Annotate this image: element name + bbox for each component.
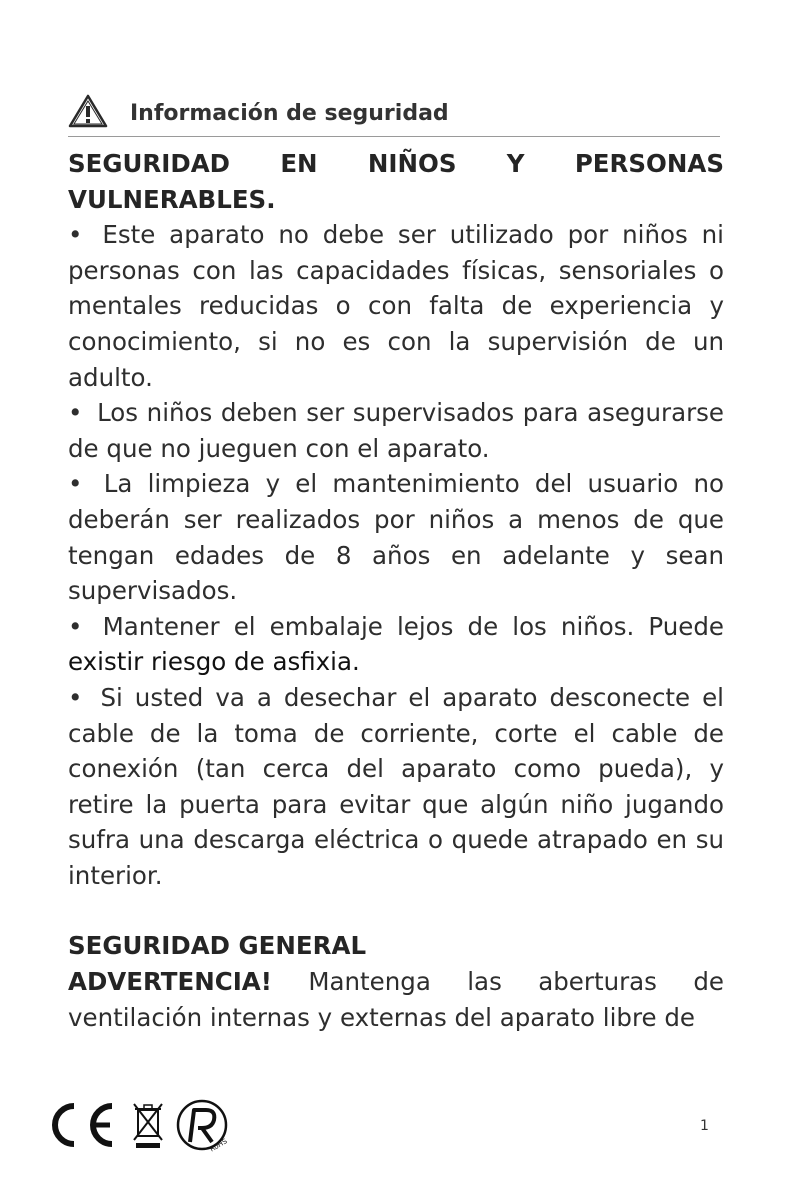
rohs-mark-icon	[174, 1098, 232, 1154]
document-body	[68, 146, 724, 1035]
bullet-text: Este aparato no debe ser utilizado por niños ni personas con las capacidades físicas, sensoriales o mentales reducidas o con falta de experiencia y conocimiento, si no es con la supervisión de un adulto.	[68, 220, 724, 392]
bullet-dot: •	[68, 398, 83, 428]
bullet-continuation: existir riesgo de asfixia.	[68, 647, 360, 677]
section-heading-children: SEGURIDAD EN NIÑOS Y PERSONAS VULNERABLES.	[68, 149, 724, 214]
bullet-dot: •	[68, 682, 83, 712]
bullet-text: La limpieza y el mantenimiento del usuario no deberán ser realizados por niños a menos de que tengan edades de 8 años en adelante y sean supervisados.	[68, 469, 724, 606]
bullet-item	[68, 609, 724, 645]
svg-text:RoHS: RoHS	[208, 1137, 229, 1154]
certification-logos	[44, 1098, 244, 1154]
section-header	[68, 92, 720, 137]
bullet-item	[68, 395, 724, 466]
warning-triangle-icon	[68, 94, 108, 128]
section-heading-general: SEGURIDAD GENERAL	[68, 931, 367, 961]
bullet-dot: •	[68, 469, 83, 499]
ce-mark-icon	[44, 1098, 118, 1152]
bullet-text: Los niños deben ser supervisados para asegurarse de que no jueguen con el aparato.	[68, 398, 724, 463]
warning-paragraph	[68, 964, 724, 1035]
bullet-dot: •	[68, 220, 83, 250]
page-number: 1	[700, 1118, 709, 1134]
bullet-dot: •	[68, 611, 83, 641]
bullet-item	[68, 217, 724, 395]
bullet-text: Si usted va a desechar el aparato desconecte el cable de la toma de corriente, corte el cable de conexión (tan cerca del aparato como pueda), y retire la puerta para evitar que algún niño jugando sufra una descarga eléctrica o quede atrapado en su interior.	[68, 682, 724, 890]
bullet-item	[68, 466, 724, 608]
bullet-text: Mantener el embalaje lejos de los niños. Puede	[102, 611, 724, 641]
bullet-item	[68, 680, 724, 894]
warning-label: ADVERTENCIA!	[68, 967, 272, 997]
header-title: Información de seguridad	[130, 101, 449, 126]
weee-bin-icon	[130, 1100, 166, 1150]
warning-text: Mantenga las aberturas de ventilación internas y externas del aparato libre de	[68, 967, 724, 1032]
